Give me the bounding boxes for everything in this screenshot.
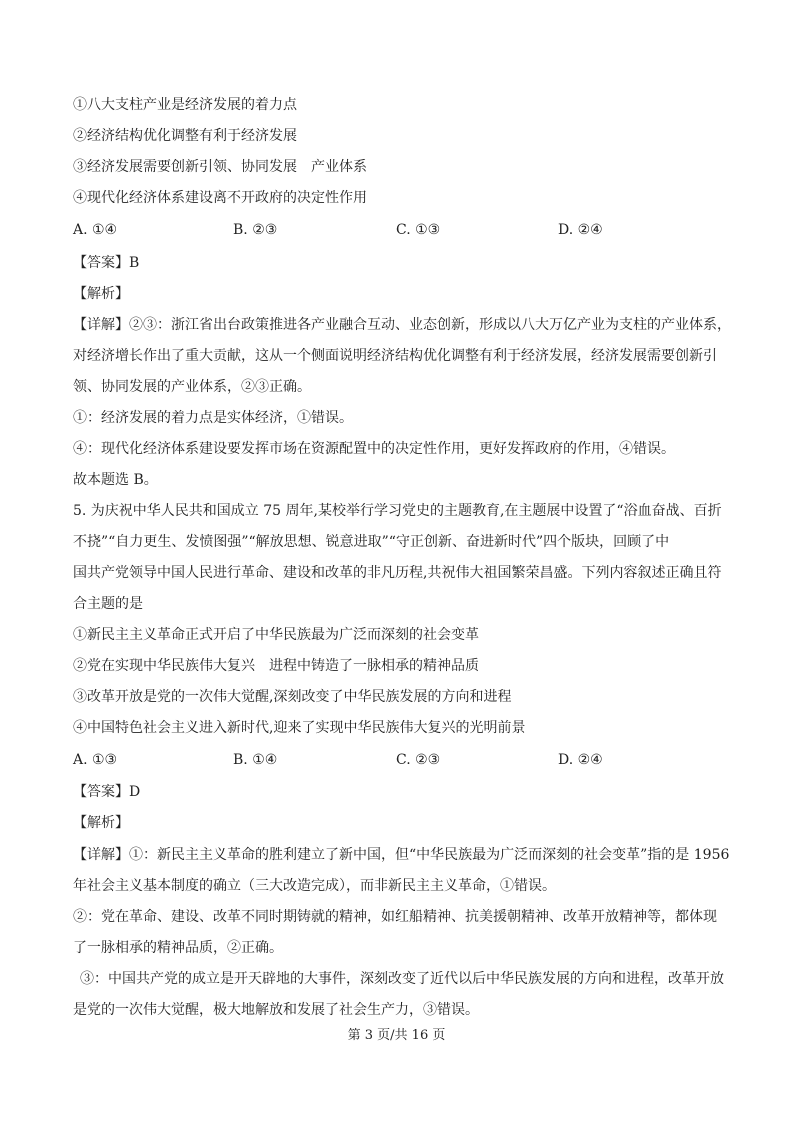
q4-answer — [73, 253, 139, 273]
q5-detail-4: 了一脉相承的精神品质，②正确。 — [73, 940, 283, 956]
detail-label: 【详解】 — [73, 317, 129, 333]
q5-stem-3: 国共产党领导中国人民进行革命、建设和改革的非凡历程,共祝伟大祖国繁荣昌盛。下列内容叙述正确且符 — [73, 565, 722, 581]
q5-option-b: B. ①④ — [233, 752, 278, 768]
q5-detail-2: 年社会主义基本制度的确立（三大改造完成），而非新民主主义革命，①错误。 — [73, 878, 556, 894]
answer-label: 【答案】 — [73, 784, 129, 800]
q4-option-c: C. ①③ — [396, 222, 441, 238]
q5-answer — [73, 782, 140, 802]
q4-detail-5: ④：现代化经济体系建设要发挥市场在资源配置中的决定性作用，更好发挥政府的作用，④错误。 — [73, 441, 675, 457]
q5-detail-3: ②：党在革命、建设、改革不同时期铸就的精神，如红船精神、抗美援朝精神、改革开放精神等，都体现 — [73, 909, 717, 925]
q5-detail-1: 【详解】①：新民主主义革命的胜利建立了新中国，但“中华民族最为广泛而深刻的社会变革”指的是 1956 — [73, 847, 730, 863]
q4-detail-6: 故本题选 B。 — [73, 472, 158, 488]
q4-detail-2: 对经济增长作出了重大贡献，这从一个侧面说明经济结构优化调整有利于经济发展，经济发展需要创新引 — [73, 348, 717, 364]
page-footer: 第 3 页/共 16 页 — [347, 1028, 446, 1043]
q5-stem-1: 5. 为庆祝中华人民共和国成立 75 周年,某校举行学习党史的主题教育,在主题展中设置了“浴血奋战、百折 — [73, 503, 722, 519]
q5-detail-6: 是党的一次伟大觉醒，极大地解放和发展了社会生产力，③错误。 — [73, 1002, 479, 1018]
answer-label: 【答案】 — [73, 255, 129, 271]
answer-value: B — [129, 255, 140, 271]
q4-item-3: ③经济发展需要创新引领、协同发展 产业体系 — [73, 159, 367, 175]
q4-analysis-label: 【解析】 — [73, 286, 129, 302]
q5-analysis-label: 【解析】 — [73, 815, 129, 831]
detail-label: 【详解】 — [73, 847, 129, 863]
q4-item-4: ④现代化经济体系建设离不开政府的决定性作用 — [73, 190, 367, 206]
q5-option-a: A. ①③ — [73, 752, 118, 768]
q4-item-1: ①八大支柱产业是经济发展的着力点 — [73, 97, 297, 113]
q4-detail-4: ①：经济发展的着力点是实体经济，①错误。 — [73, 410, 353, 426]
q5-item-1: ①新民主主义革命正式开启了中华民族最为广泛而深刻的社会变革 — [73, 627, 479, 643]
q5-option-d: D. ②④ — [558, 752, 603, 768]
q4-option-d: D. ②④ — [558, 222, 603, 238]
q4-option-a: A. ①④ — [73, 222, 118, 238]
answer-value: D — [129, 784, 141, 800]
q5-stem-2: 不挠”“自力更生、发愤图强”“解放思想、锐意进取”“守正创新、奋进新时代”四个版块，回顾了中 — [73, 534, 670, 550]
q5-option-c: C. ②③ — [396, 752, 441, 768]
q5-item-3: ③改革开放是党的一次伟大觉醒,深刻改变了中华民族发展的方向和进程 — [73, 689, 512, 705]
q4-option-b: B. ②③ — [233, 222, 278, 238]
q5-detail-5: ③：中国共产党的成立是开天辟地的大事件，深刻改变了近代以后中华民族发展的方向和进程，改革开放 — [80, 971, 724, 987]
q5-item-4: ④中国特色社会主义进入新时代,迎来了实现中华民族伟大复兴的光明前景 — [73, 720, 526, 736]
q4-item-2: ②经济结构优化调整有利于经济发展 — [73, 128, 297, 144]
q4-detail-3: 领、协同发展的产业体系，②③正确。 — [73, 379, 311, 395]
q4-detail-1: 【详解】②③：浙江省出台政策推进各产业融合互动、业态创新，形成以八大万亿产业为支柱的产业体系， — [73, 317, 731, 333]
q5-item-2: ②党在实现中华民族伟大复兴 进程中铸造了一脉相承的精神品质 — [73, 658, 479, 674]
q5-stem-4: 合主题的是 — [73, 596, 143, 612]
